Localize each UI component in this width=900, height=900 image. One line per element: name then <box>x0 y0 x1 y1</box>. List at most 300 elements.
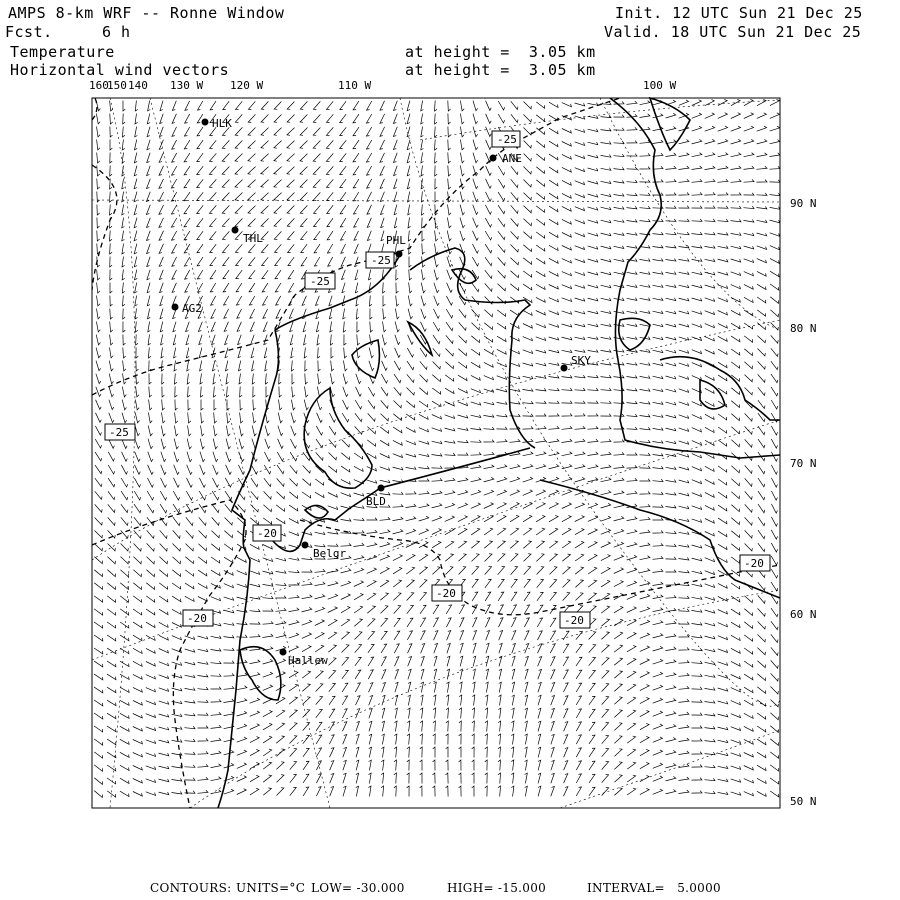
wind-vector <box>551 786 555 796</box>
wind-vector <box>226 374 229 384</box>
wind-vector <box>274 167 282 175</box>
wind-vector <box>562 246 572 251</box>
wind-vector <box>458 490 468 495</box>
contour-label: -20 <box>744 557 764 570</box>
wind-vector <box>744 113 754 119</box>
wind-vector <box>160 322 163 332</box>
wind-vector <box>512 643 516 653</box>
wind-vector <box>549 401 560 403</box>
wind-vector <box>211 636 221 639</box>
wind-vector <box>394 387 401 395</box>
wind-vector <box>435 179 437 190</box>
wind-vector <box>757 739 766 745</box>
wind-vector <box>498 554 506 562</box>
wind-vector <box>263 571 273 574</box>
wind-vector <box>588 426 599 429</box>
wind-vector <box>523 219 531 226</box>
wind-vector <box>356 374 361 384</box>
wind-vector <box>485 695 488 705</box>
wind-vector <box>588 324 598 327</box>
wind-vector <box>329 735 334 744</box>
wind-vector <box>757 233 767 236</box>
wind-vector <box>341 466 350 472</box>
wind-vector <box>549 167 558 173</box>
wind-vector <box>198 662 208 665</box>
lon-label-130: 130 W <box>170 79 204 92</box>
wind-vector <box>485 773 487 784</box>
wind-vector <box>562 206 571 211</box>
wind-vector <box>201 426 205 436</box>
wind-vector <box>110 192 113 203</box>
wind-vector <box>367 166 372 175</box>
wind-vector <box>653 324 663 327</box>
wind-vector <box>731 779 741 782</box>
contour-label: -25 <box>497 133 517 146</box>
wind-vector <box>198 283 203 292</box>
wind-vector <box>264 335 267 345</box>
wind-vector <box>185 662 195 665</box>
wind-vector <box>551 708 555 718</box>
wind-vector <box>744 674 753 680</box>
wind-vector <box>653 193 664 195</box>
wind-vector <box>159 622 168 627</box>
wind-vector <box>563 644 569 653</box>
wind-vector <box>197 218 203 226</box>
wind-vector <box>588 194 598 197</box>
wind-vector <box>123 309 125 320</box>
wind-vector <box>353 101 359 110</box>
wind-vector <box>679 712 689 715</box>
wind-vector <box>110 244 113 255</box>
wind-vector <box>94 752 102 758</box>
wind-vector <box>380 517 391 520</box>
wind-vector <box>770 193 781 196</box>
wind-vector <box>448 179 451 190</box>
wind-vector <box>433 618 438 627</box>
wind-vector <box>302 479 310 486</box>
wind-vector <box>211 309 216 318</box>
wind-vector <box>316 322 319 332</box>
wind-vector <box>420 721 423 732</box>
wind-vector <box>314 231 320 239</box>
wind-vector <box>484 528 493 535</box>
wind-vector <box>640 140 651 143</box>
wind-vector <box>601 362 611 365</box>
wind-vector <box>601 555 610 561</box>
wind-vector <box>198 636 208 639</box>
wind-vector <box>745 504 753 512</box>
wind-vector <box>614 141 625 144</box>
wind-vector <box>472 323 480 330</box>
wind-vector <box>422 205 425 216</box>
wind-vector <box>274 180 282 188</box>
wind-vector <box>161 439 166 449</box>
wind-vector <box>187 374 190 385</box>
wind-vector <box>549 219 558 225</box>
wind-vector <box>575 452 585 456</box>
wind-vector <box>354 568 364 573</box>
wind-vector <box>172 623 181 628</box>
wind-vector <box>666 454 676 457</box>
wind-vector <box>290 479 298 487</box>
wind-vector <box>484 515 493 521</box>
wind-vector <box>705 192 716 195</box>
wind-vector <box>679 777 689 781</box>
wind-vector <box>356 709 360 719</box>
wind-vector <box>210 244 217 252</box>
wind-vector <box>771 426 777 435</box>
wind-vector <box>381 619 388 627</box>
contour-label: -20 <box>436 587 456 600</box>
wind-vector <box>330 787 334 797</box>
wind-vector <box>614 684 622 691</box>
wind-vector <box>253 413 257 423</box>
wind-vector <box>731 544 739 551</box>
wind-vector <box>291 348 294 358</box>
wind-vector <box>588 272 598 275</box>
wind-vector <box>731 193 742 195</box>
wind-vector <box>564 709 568 719</box>
wind-vector <box>498 218 505 227</box>
wind-vector <box>224 789 234 794</box>
wind-vector <box>344 335 346 346</box>
wind-vector <box>473 231 479 241</box>
wind-vector <box>343 387 348 397</box>
wind-vector <box>287 206 294 214</box>
wind-vector <box>549 554 557 561</box>
wind-vector <box>510 389 520 392</box>
wind-vector <box>95 478 102 486</box>
wind-vector <box>536 167 544 174</box>
wind-vector <box>432 453 442 456</box>
wind-vector <box>329 684 336 692</box>
wind-vector <box>303 761 309 770</box>
wind-vector <box>235 244 242 252</box>
wind-vector <box>601 645 609 653</box>
wind-vector <box>172 244 177 253</box>
wind-vector <box>421 322 427 332</box>
wind-vector <box>222 231 229 239</box>
wind-vector <box>653 466 664 469</box>
wind-vector <box>771 530 777 539</box>
wind-vector <box>136 335 138 346</box>
wind-vector <box>367 606 375 613</box>
wind-vector <box>448 101 451 112</box>
wind-vector <box>420 580 428 588</box>
wind-vector <box>394 631 400 640</box>
wind-vector <box>318 348 320 359</box>
wind-vector <box>300 128 307 136</box>
wind-vector <box>300 101 307 109</box>
wind-vector <box>237 724 247 729</box>
wind-vector <box>393 467 403 470</box>
wind-vector <box>302 570 313 572</box>
wind-vector <box>551 696 555 706</box>
wind-vector <box>692 467 702 471</box>
wind-vector <box>133 740 143 744</box>
wind-vector <box>406 427 415 432</box>
wind-vector <box>771 361 778 369</box>
wind-vector <box>666 724 676 729</box>
wind-vector <box>160 283 164 293</box>
wind-vector <box>235 127 242 135</box>
wind-vector <box>458 375 467 380</box>
wind-vector <box>666 350 676 353</box>
wind-vector <box>510 490 520 496</box>
wind-vector <box>446 322 453 331</box>
wind-vector <box>394 773 397 784</box>
wind-vector <box>486 179 492 189</box>
wind-vector <box>718 362 727 368</box>
wind-vector <box>316 748 321 757</box>
wind-vector <box>159 557 167 564</box>
wind-vector <box>159 609 168 615</box>
wind-vector <box>289 710 297 717</box>
wind-vector <box>304 348 307 358</box>
wind-vector <box>381 657 386 666</box>
wind-vector <box>705 440 714 445</box>
wind-vector <box>460 656 463 666</box>
wind-vector <box>198 726 209 728</box>
wind-vector <box>342 270 346 280</box>
wind-vector <box>329 709 335 718</box>
wind-vector <box>692 752 703 755</box>
wind-vector <box>484 376 494 380</box>
wind-vector <box>148 101 151 111</box>
wind-vector <box>679 506 689 509</box>
wind-vector <box>523 350 533 354</box>
wind-vector <box>459 734 461 745</box>
wind-vector <box>564 735 568 745</box>
wind-vector <box>327 244 332 253</box>
wind-vector <box>224 750 234 755</box>
wind-vector <box>353 153 359 162</box>
wind-vector <box>370 309 372 320</box>
wind-vector <box>692 363 702 367</box>
wind-vector <box>757 687 765 694</box>
wind-vector <box>731 518 739 525</box>
wind-vector <box>393 555 402 561</box>
wind-vector <box>498 101 504 110</box>
wind-vector <box>110 322 113 333</box>
wind-vector <box>575 465 585 469</box>
wind-vector <box>524 618 529 627</box>
wind-vector <box>445 362 453 369</box>
wind-vector <box>692 778 703 781</box>
wind-vector <box>276 296 281 305</box>
wind-vector <box>666 232 677 235</box>
wind-vector <box>159 140 163 150</box>
wind-vector <box>94 596 102 602</box>
wind-vector <box>174 465 179 475</box>
wind-vector <box>562 298 572 302</box>
wind-vector <box>407 593 414 601</box>
wind-vector <box>718 479 727 485</box>
wind-vector <box>731 310 740 315</box>
wind-vector <box>666 790 676 794</box>
wind-vector <box>235 206 242 214</box>
wind-vector <box>290 749 297 757</box>
wind-vector <box>705 584 715 588</box>
wind-vector <box>601 529 611 534</box>
wind-vector <box>263 518 272 524</box>
wind-vector <box>355 632 363 640</box>
wind-vector <box>640 504 651 507</box>
wind-vector <box>328 569 338 573</box>
wind-vector <box>250 597 260 600</box>
lat-label-90: 90 N <box>790 197 817 210</box>
wind-vector <box>355 400 361 409</box>
wind-vector <box>614 194 624 197</box>
wind-vector <box>523 389 533 392</box>
wind-vector <box>473 153 478 163</box>
wind-vector <box>744 700 753 705</box>
wind-vector <box>94 635 103 641</box>
wind-vector <box>758 349 766 357</box>
wind-vector <box>731 113 741 119</box>
station-label-ane: ANE <box>502 152 522 165</box>
wind-vector <box>705 597 715 600</box>
contour-label: -20 <box>564 614 584 627</box>
wind-vector <box>147 504 154 513</box>
wind-vector <box>458 478 468 482</box>
wind-vector <box>770 258 779 263</box>
wind-vector <box>301 257 307 266</box>
wind-vector <box>248 193 256 201</box>
wind-vector <box>357 322 359 333</box>
wind-vector <box>265 374 268 385</box>
wind-vector <box>627 324 637 327</box>
wind-vector <box>614 697 622 705</box>
wind-vector <box>406 414 415 420</box>
wind-vector <box>237 622 248 625</box>
wind-vector <box>134 231 137 241</box>
wind-vector <box>705 179 716 182</box>
wind-vector <box>459 786 462 797</box>
wind-vector <box>524 206 532 213</box>
wind-vector <box>210 153 217 161</box>
wind-vector <box>744 310 753 316</box>
wind-vector <box>538 682 541 692</box>
wind-vector <box>575 337 585 340</box>
wind-vector <box>172 153 177 162</box>
wind-vector <box>692 571 702 574</box>
wind-vector <box>601 439 612 442</box>
wind-vector <box>199 478 205 487</box>
wind-vector <box>549 388 560 391</box>
wind-vector <box>563 657 568 666</box>
wind-vector <box>576 761 581 770</box>
wind-vector <box>133 583 141 590</box>
wind-vector <box>484 362 493 367</box>
lat-label-50: 50 N <box>790 795 817 808</box>
wind-vector <box>588 311 598 314</box>
wind-vector <box>523 271 532 277</box>
wind-vector <box>640 440 651 443</box>
wind-vector <box>353 127 359 136</box>
wind-vector <box>445 466 456 469</box>
wind-vector <box>432 491 442 495</box>
wind-vector <box>303 748 309 756</box>
wind-vector <box>380 127 385 136</box>
wind-vector <box>331 361 334 372</box>
wind-vector <box>160 101 163 111</box>
wind-vector <box>575 324 585 327</box>
wind-vector <box>159 688 169 692</box>
wind-vector <box>290 762 297 770</box>
init-time: Init. 12 UTC Sun 21 Dec 25 <box>615 4 863 22</box>
wind-vector <box>473 643 476 653</box>
wind-vector <box>485 592 491 601</box>
wind-vector <box>315 582 325 586</box>
wind-vector <box>770 791 779 797</box>
wind-vector <box>198 544 206 551</box>
wind-vector <box>511 721 514 731</box>
wind-vector <box>97 270 100 281</box>
wind-vector <box>435 101 438 112</box>
wind-vector <box>328 544 339 546</box>
wind-vector <box>277 775 285 783</box>
wind-vector <box>549 452 559 456</box>
wind-vector <box>459 309 466 317</box>
wind-vector <box>304 335 307 345</box>
wind-vector <box>304 400 308 410</box>
wind-vector <box>146 792 156 796</box>
wind-vector <box>380 480 390 483</box>
wind-vector <box>460 192 464 202</box>
wind-vector <box>133 609 142 615</box>
wind-vector <box>342 683 348 692</box>
wind-vector <box>368 632 375 640</box>
wind-vector <box>459 336 467 343</box>
wind-vector <box>718 779 728 782</box>
wind-vector <box>472 734 474 745</box>
wind-vector <box>679 699 690 702</box>
wind-vector <box>705 726 715 729</box>
wind-vector <box>354 581 364 587</box>
wind-vector <box>718 179 729 182</box>
wind-vector <box>407 773 409 784</box>
wind-vector <box>209 166 216 174</box>
wind-vector <box>313 167 320 175</box>
wind-vector <box>393 593 401 601</box>
wind-vector <box>394 153 398 163</box>
wind-vector <box>550 644 555 653</box>
wind-vector <box>744 206 755 209</box>
wind-vector <box>287 154 295 162</box>
wind-vector <box>757 153 767 157</box>
lat-label-80: 80 N <box>790 322 817 335</box>
wind-vector <box>276 571 286 574</box>
wind-vector <box>212 491 219 500</box>
wind-vector <box>718 311 728 315</box>
wind-vector <box>407 361 414 370</box>
wind-vector <box>523 363 533 366</box>
wind-vector <box>148 413 152 423</box>
wind-vector <box>459 760 461 771</box>
wind-vector <box>757 100 766 106</box>
wind-vector <box>471 465 481 469</box>
wind-vector <box>692 454 702 458</box>
wind-vector <box>224 531 232 538</box>
wind-vector <box>263 558 273 562</box>
wind-vector <box>354 518 365 521</box>
wind-vector <box>174 439 178 449</box>
wind-vector <box>198 101 203 110</box>
wind-vector <box>356 696 361 705</box>
wind-vector <box>107 765 116 771</box>
wind-vector <box>123 374 127 384</box>
